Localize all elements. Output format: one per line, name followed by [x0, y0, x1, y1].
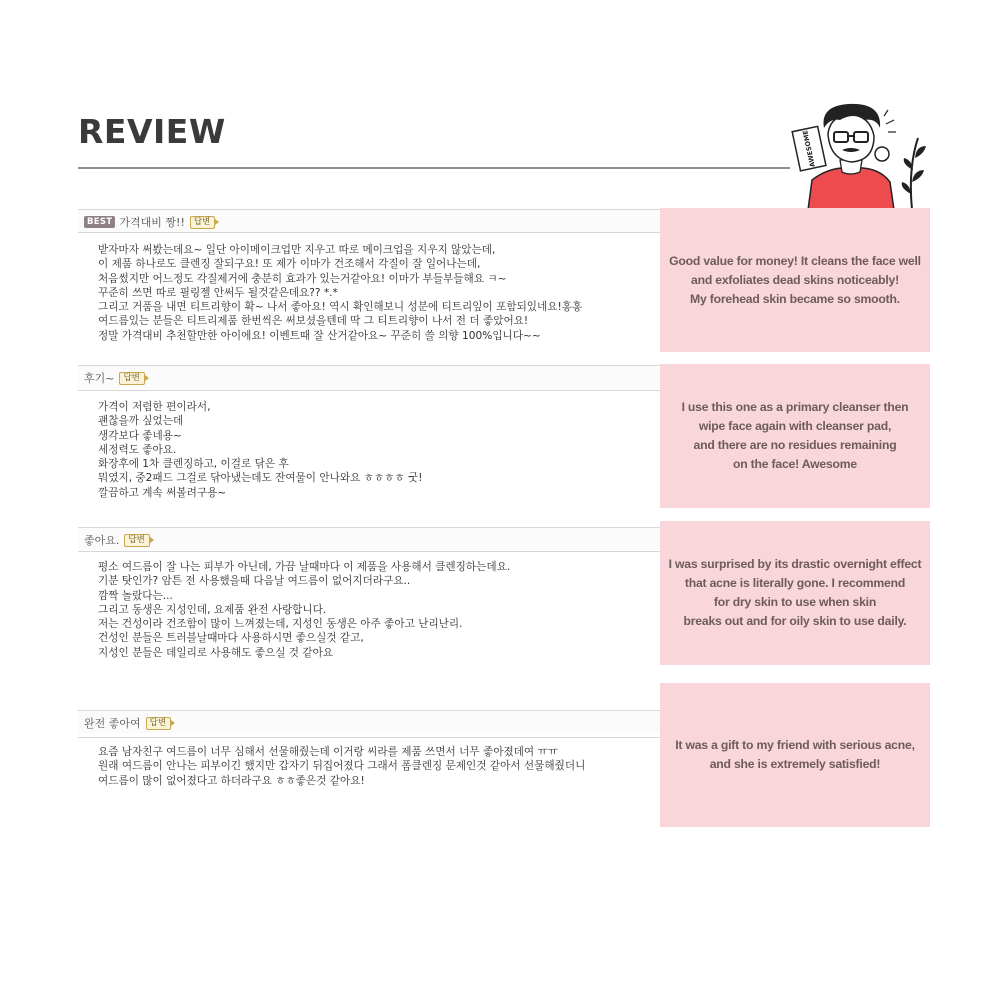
review-entry [78, 710, 660, 787]
review-body [98, 560, 660, 660]
review-line: 받자마자 써봤는데요~ 일단 아이메이크업만 지우고 따로 메이크업을 지우지 않았는데, [98, 244, 496, 256]
translation-line: I use this one as a primary cleanser then [681, 400, 909, 414]
review-line: 세정력도 좋아요. [98, 443, 177, 456]
review-line: 깜짝 놀랐다는... [98, 589, 173, 602]
review-line: 요즘 남자친구 여드름이 너무 심해서 선물해줬는데 이거랑 씨라를 제품 쓰면서 너무 좋아졌데여 ㅠㅠ [98, 746, 558, 758]
review-body [98, 400, 660, 500]
reply-button[interactable]: 답변 [119, 372, 144, 385]
review-line: 기분 탓인가? 암튼 전 사용했을때 다음날 여드름이 없어지더라구요.. [98, 575, 411, 588]
review-header[interactable] [78, 209, 660, 232]
translation-card [660, 364, 930, 508]
translation-line: for dry skin to use when skin [713, 595, 877, 609]
review-line: 원래 여드름이 안나는 피부이긴 했지만 갑자기 뒤집어졌다 그래서 폼클렌징 문제인것 같아서 선물해줬더니 [98, 760, 586, 773]
review-entry [78, 209, 660, 342]
mascot-sign-text: AWESOME [801, 129, 817, 168]
review-line: 정말 가격대비 추천할만한 아이에요! 이벤트때 잘 산거같아요~ 꾸준히 쓸 의향 100%입니다~~ [98, 329, 541, 342]
review-entry [78, 527, 660, 659]
review-line: 가격이 저렴한 편이라서, [98, 401, 211, 413]
review-line: 건성인 분들은 트러블날때마다 사용하시면 좋으실것 같고, [98, 632, 364, 645]
review-title[interactable]: 가격대비 짱!! [119, 216, 185, 229]
review-line: 처음썼지만 어느정도 각질제거에 충분히 효과가 있는거같아요! 이마가 부들부들해요 ㅋ~ [98, 272, 507, 285]
title-divider [78, 167, 790, 169]
translation-line: My forehead skin became so smooth. [690, 291, 900, 306]
reply-button[interactable]: 답변 [146, 717, 171, 730]
reply-button[interactable]: 답변 [190, 216, 215, 229]
translation-card [660, 683, 930, 827]
review-body [98, 243, 660, 343]
review-line: 화장후에 1차 클렌징하고, 이걸로 닦은 후 [98, 458, 289, 471]
review-line: 평소 여드름이 잘 나는 피부가 아닌데, 가끔 날때마다 이 제품을 사용해서 클렌징하는데요. [98, 561, 511, 573]
review-line: 이 제품 하나로도 클렌징 잘되구요! 또 제가 이마가 건조해서 각질이 잘 일어나는데, [98, 258, 481, 271]
review-divider [78, 551, 660, 552]
review-divider [78, 737, 660, 738]
translation-line: that acne is literally gone. I recommend [684, 576, 906, 590]
review-title[interactable]: 후기~ [84, 372, 115, 385]
translation-line: wipe face again with cleanser pad, [698, 419, 892, 433]
translation-card [660, 521, 930, 665]
translation-line: and she is extremely satisfied! [709, 757, 881, 771]
reply-button[interactable]: 답변 [124, 534, 149, 547]
review-line: 여드름있는 분들은 티트리제품 한번씩은 써보셨을텐데 딱 그 티트리향이 나서 전 더 좋았어요! [98, 315, 529, 328]
review-title[interactable]: 좋아요. [84, 534, 120, 547]
review-line: 여드름이 많이 없어졌다고 하더라구요 ㅎㅎ좋은것 같아요! [98, 774, 365, 787]
translation-line: and there are no residues remaining [693, 438, 897, 452]
translation-line: on the face! Awesome [732, 457, 857, 471]
review-entry [78, 365, 660, 499]
review-divider [78, 232, 660, 233]
best-badge: BEST [84, 216, 115, 228]
translation-line: Good value for money! It cleans the face well [669, 253, 921, 268]
review-line: 괜찮을까 싶었는데 [98, 415, 184, 428]
review-line: 꾸준히 쓰면 따로 필링젤 안써두 될것같은데요?? *.* [98, 286, 338, 299]
review-divider [78, 390, 660, 391]
review-line: 뭐였지, 중2패드 그걸로 닦아냈는데도 잔여물이 안나와요 ㅎㅎㅎㅎ 굿! [98, 472, 423, 485]
review-line: 생각보다 좋네용~ [98, 429, 182, 442]
translation-line: I was surprised by its drastic overnight effect [668, 557, 922, 571]
mascot-illustration [790, 98, 930, 210]
review-body [98, 745, 660, 788]
review-line: 그리고 거품을 내면 티트리향이 확~ 나서 좋아요! 역시 확인해보니 성분에 티트리잎이 포함되있네요!홍홍 [98, 301, 583, 314]
review-line: 깔끔하고 계속 써볼려구용~ [98, 486, 227, 499]
page-title: REVIEW [78, 112, 226, 151]
review-title[interactable]: 완전 좋아여 [84, 717, 141, 730]
review-line: 지성인 분들은 데일리로 사용해도 좋으실 것 같아요 [98, 646, 334, 659]
review-line: 그리고 동생은 지성인데, 요제품 완전 사랑합니다. [98, 603, 327, 616]
translation-card [660, 208, 930, 352]
translation-line: breaks out and for oily skin to use daily. [683, 614, 907, 628]
review-line: 저는 건성이라 건조함이 많이 느껴졌는데, 지성인 동생은 아주 좋아고 난리난리. [98, 618, 463, 631]
translation-line: It was a gift to my friend with serious acne, [675, 738, 915, 752]
review-header[interactable] [78, 710, 660, 733]
translation-line: and exfoliates dead skins noticeably! [691, 272, 899, 287]
review-header[interactable] [78, 365, 660, 388]
review-header[interactable] [78, 527, 660, 550]
